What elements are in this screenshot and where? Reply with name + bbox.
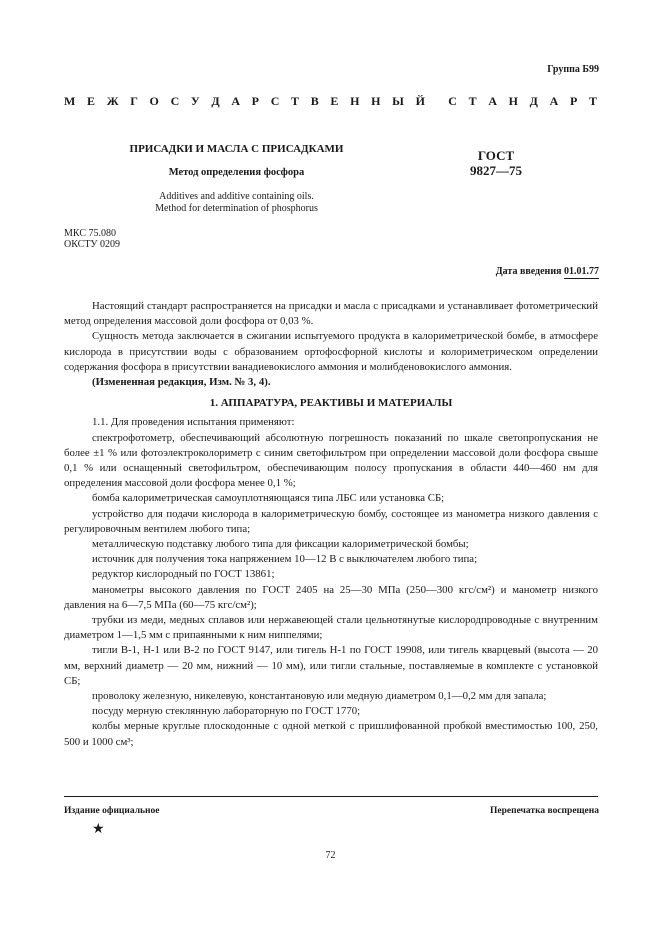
banner-letter: Н	[371, 94, 381, 108]
list-item: посуду мерную стеклянную лабораторную по ГОСТ 1770;	[92, 705, 361, 718]
mks-code: МКС 75.080	[64, 228, 116, 239]
banner-letter: Д	[529, 94, 538, 108]
star-icon: ★	[92, 822, 105, 837]
footer-divider	[64, 796, 598, 797]
banner-letter: Р	[569, 94, 578, 108]
list-item: металлическую подставку любого типа для фиксации калориметрической бомбы;	[92, 538, 469, 551]
banner-letter: Н	[350, 94, 360, 108]
list-item: редуктор кислородный по ГОСТ 13861;	[92, 568, 275, 581]
banner-letter: С	[170, 94, 180, 108]
reprint-prohibited-label: Перепечатка воспрещена	[489, 806, 599, 816]
section-heading: 1. АППАРАТУРА, РЕАКТИВЫ И МАТЕРИАЛЫ	[209, 397, 453, 410]
banner-letter: Т	[468, 94, 477, 108]
list-item: проволоку железную, никелевую, константановую или медную диаметром 0,1—0,2 мм для запала;	[92, 690, 547, 703]
banner-letter: О	[149, 94, 159, 108]
banner-letter: Й	[415, 94, 425, 108]
banner-letter: Т	[588, 94, 597, 108]
banner-letter: Е	[87, 94, 96, 108]
okstu-code: ОКСТУ 0209	[64, 239, 121, 250]
banner-letter: Г	[130, 94, 138, 108]
gost-designation	[440, 148, 552, 178]
list-item: спектрофотометр, обеспечивающий абсолютную погрешность показаний по шкале светопропускания не более ±1 % или фотоэлектроколориметр с синим светофильтром при определении массовой доли фосфора свыше 0,1 % или оснащенный светофильтром, обеспечивающим полосу пропускания в области 440—460 нм для определения массовой доли фосфора менее 0,1 %;	[64, 431, 598, 490]
banner-letter: Н	[508, 94, 518, 108]
banner-letter: А	[549, 94, 559, 108]
paragraph-revision-note: (Измененная редакция, Изм. № 3, 4).	[92, 376, 271, 389]
page-number: 72	[325, 850, 336, 861]
banner-letter: Т	[291, 94, 300, 108]
banner-letter: Ж	[106, 94, 119, 108]
english-title	[64, 191, 409, 215]
gost-number: 9827—75	[470, 163, 522, 178]
paragraph-1-1: 1.1. Для проведения испытания применяют:	[92, 416, 295, 429]
list-item: тигли В-1, Н-1 или В-2 по ГОСТ 9147, или тигель Н-1 по ГОСТ 19908, или тигель кварцевый (высота — 20 мм, верхний диаметр — 20 мм, нижний — 10 мм), или тигли стальные, поставляемые в комплекте с установкой СБ;	[64, 644, 598, 687]
classification-codes	[64, 228, 120, 250]
banner-letter: С	[448, 94, 457, 108]
paragraph-scope: Настоящий стандарт распространяется на присадки и масла с присадками и устанавливает фотометрический метод определения массовой доли фосфора от 0,03 %.	[64, 300, 598, 328]
banner-letter: В	[310, 94, 319, 108]
banner-letter: Р	[251, 94, 260, 108]
list-item: манометры высокого давления по ГОСТ 2405 на 25—30 МПа (250—300 кгс/см²) и манометр низкого давления на 6—7,5 МПа (60—75 кгс/см²);	[64, 583, 598, 611]
official-edition-label: Издание официальное	[64, 806, 160, 816]
group-code: Группа Б99	[547, 64, 599, 75]
list-item: бомба калориметрическая самоуплотняющаяся типа ЛБС или установка СБ;	[92, 492, 445, 505]
banner-letter: Е	[330, 94, 339, 108]
paragraph-method-essence: Сущность метода заключается в сжигании испытуемого продукта в калориметрической бомбе, в атмосфере кислорода в присутствии воды с образованием ортофосфорной кислоты и колориметрическом определении содержания фосфора в присутствии ванадиевокислого аммония и молибденовокислого аммония.	[64, 330, 598, 373]
list-item: колбы мерные круглые плоскодонные с одной меткой с пришлифованной пробкой вместимостью 100, 250, 500 и 1000 см³;	[64, 720, 598, 748]
document-body	[64, 299, 598, 750]
banner-letter: У	[190, 94, 200, 108]
banner-letter: А	[231, 94, 240, 108]
english-title-line-2: Method for determination of phosphorus	[155, 203, 318, 214]
introduction-date-label: Дата введения	[495, 266, 562, 277]
banner-letter: Д	[211, 94, 220, 108]
interstate-standard-banner	[64, 94, 597, 109]
document-subtitle: Метод определения фосфора	[168, 167, 305, 178]
english-title-line-1: Additives and additive containing oils.	[159, 191, 314, 202]
introduction-date-value: 01.01.77	[564, 266, 599, 277]
list-item: источник для получения тока напряжением 10—12 В с выключателем любого типа;	[92, 553, 478, 566]
list-item: устройство для подачи кислорода в калориметрическую бомбу, состоящее из манометра низкого давления с регулировочным вентилем любого типа;	[64, 507, 598, 535]
document-title: ПРИСАДКИ И МАСЛА С ПРИСАДКАМИ	[129, 143, 344, 155]
banner-letter: С	[270, 94, 280, 108]
banner-letter: М	[64, 94, 76, 108]
introduction-date	[496, 266, 599, 277]
banner-letter: Ы	[392, 94, 404, 108]
banner-letter: А	[488, 94, 497, 108]
gost-label: ГОСТ	[477, 148, 515, 163]
list-item: трубки из меди, медных сплавов или нержавеющей стали цельнотянутые кислородпроводные с внутренним диаметром 1—1,5 мм с припаянными к ним ниппелями;	[64, 614, 598, 642]
